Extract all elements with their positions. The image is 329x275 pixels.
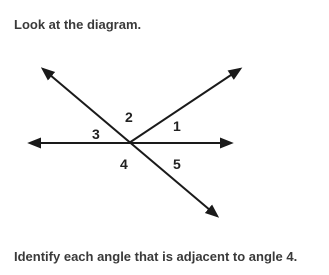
instruction-text: Look at the diagram. bbox=[14, 17, 142, 32]
angle-label-2: 2 bbox=[125, 109, 133, 125]
angle-label-1: 1 bbox=[173, 118, 181, 134]
ray-up-right bbox=[129, 69, 240, 143]
question-prompt: Identify each angle that is adjacent to angle 4. bbox=[14, 249, 298, 264]
angle-label-4: 4 bbox=[120, 156, 128, 172]
angle-label-5: 5 bbox=[173, 156, 181, 172]
angle-label-3: 3 bbox=[92, 126, 100, 142]
